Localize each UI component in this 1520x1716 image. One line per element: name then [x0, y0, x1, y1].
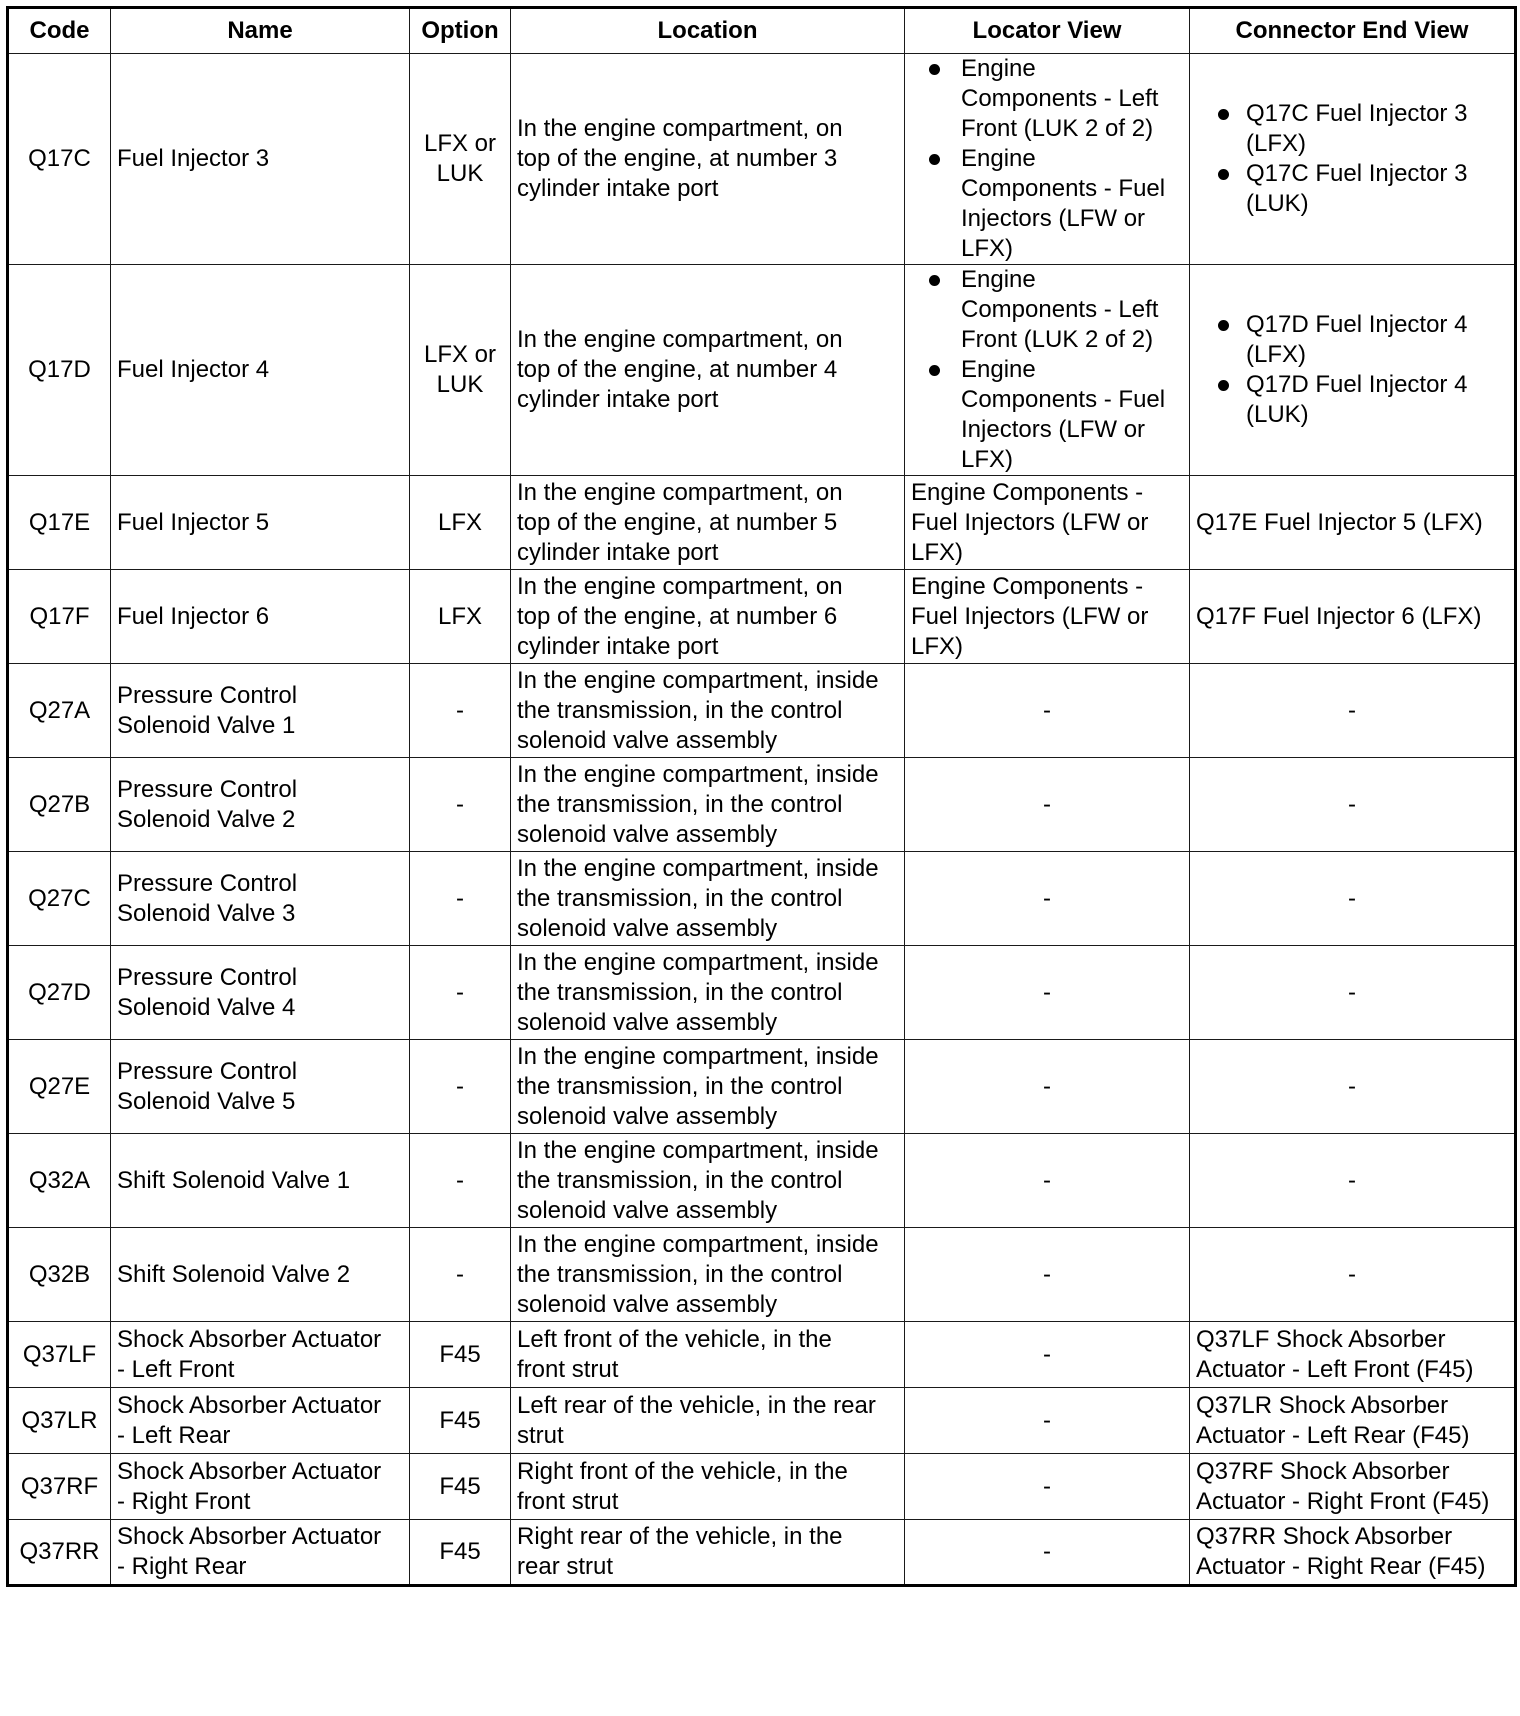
cell-line: -: [1043, 1406, 1051, 1434]
bullet-line: Components - Left: [961, 85, 1159, 112]
cell-option: [410, 1520, 511, 1586]
cell-line: Pressure Control: [117, 869, 298, 897]
cell-connector-end-view: [1190, 1454, 1516, 1520]
table-row: [8, 852, 1516, 946]
cell-line: front strut: [517, 1487, 619, 1515]
cell-line: solenoid valve assembly: [517, 820, 778, 848]
cell-code: Q17C: [8, 54, 111, 265]
bullet-line: Engine: [961, 55, 1036, 82]
cell-line: -: [456, 1072, 464, 1100]
cell-connector-end-view: [1190, 758, 1516, 852]
cell-line: F45: [439, 1406, 481, 1434]
cell-name: [111, 1322, 410, 1388]
cell-locator-view: [905, 265, 1190, 476]
cell-option: [410, 570, 511, 664]
cell-option: [410, 1388, 511, 1454]
cell-line: - Left Rear: [117, 1421, 231, 1449]
cell-line: Pressure Control: [117, 1057, 298, 1085]
cell-locator-view: [905, 1228, 1190, 1322]
cell-line: LUK: [436, 371, 484, 398]
cell-option: [410, 852, 511, 946]
cell-line: Q37RF Shock Absorber: [1196, 1457, 1450, 1485]
bullet-item: [1196, 159, 1508, 219]
cell-line: -: [456, 696, 464, 724]
cell-locator-view: [905, 570, 1190, 664]
cell-line: In the engine compartment, inside: [517, 854, 879, 882]
table-row: [8, 1134, 1516, 1228]
bullet-line: LFX): [961, 235, 1014, 262]
cell-line: top of the engine, at number 4: [517, 356, 838, 383]
cell-line: Fuel Injectors (LFW or: [911, 602, 1149, 630]
cell-location: [511, 1228, 905, 1322]
cell-line: solenoid valve assembly: [517, 1008, 778, 1036]
table-row: [8, 946, 1516, 1040]
bullet-line: Q17C Fuel Injector 3: [1246, 160, 1468, 187]
cell-line: -: [456, 1260, 464, 1288]
cell-line: Left rear of the vehicle, in the rear: [517, 1391, 876, 1419]
cell-line: -: [1043, 1340, 1051, 1368]
cell-line: -: [1348, 1166, 1356, 1194]
cell-line: top of the engine, at number 3: [517, 145, 838, 172]
cell-code: Q27D: [8, 946, 111, 1040]
cell-location: [511, 852, 905, 946]
bullet-line: Front (LUK 2 of 2): [961, 326, 1154, 353]
cell-locator-view: [905, 1134, 1190, 1228]
cell-line: In the engine compartment, inside: [517, 1230, 879, 1258]
cell-name: [111, 946, 410, 1040]
bullet-line: Injectors (LFW or: [961, 416, 1146, 443]
header-connector-end-view: Connector End View: [1190, 8, 1516, 54]
cell-line: Pressure Control: [117, 681, 298, 709]
cell-line: Fuel Injector 3: [117, 145, 270, 172]
header-code: Code: [8, 8, 111, 54]
cell-line: -: [1043, 1166, 1051, 1194]
cell-option: [410, 758, 511, 852]
cell-line: Fuel Injector 4: [117, 356, 270, 383]
cell-line: -: [1348, 1260, 1356, 1288]
bullet-line: (LUK): [1246, 401, 1309, 428]
cell-line: Shock Absorber Actuator: [117, 1457, 382, 1485]
cell-line: LUK: [436, 160, 484, 187]
cell-line: Pressure Control: [117, 775, 298, 803]
bullet-line: Front (LUK 2 of 2): [961, 115, 1154, 142]
cell-line: - Left Front: [117, 1355, 235, 1383]
bullet-list: [1196, 310, 1508, 430]
cell-location: [511, 664, 905, 758]
bullet-list: [1196, 99, 1508, 219]
bullet-line: Engine: [961, 356, 1036, 383]
cell-connector-end-view: [1190, 570, 1516, 664]
cell-locator-view: [905, 1454, 1190, 1520]
cell-code: Q27C: [8, 852, 111, 946]
cell-option: [410, 1228, 511, 1322]
cell-line: Fuel Injectors (LFW or: [911, 508, 1149, 536]
cell-line: Solenoid Valve 1: [117, 711, 296, 739]
cell-option: [410, 476, 511, 570]
cell-line: Engine Components -: [911, 478, 1144, 506]
table-row: [8, 1520, 1516, 1586]
cell-location: [511, 1322, 905, 1388]
cell-line: Solenoid Valve 3: [117, 899, 296, 927]
cell-locator-view: [905, 758, 1190, 852]
cell-location: [511, 1134, 905, 1228]
cell-line: strut: [517, 1421, 564, 1449]
cell-line: -: [1043, 790, 1051, 818]
cell-code: Q27B: [8, 758, 111, 852]
cell-line: Left front of the vehicle, in the: [517, 1325, 832, 1353]
cell-line: Q37LR Shock Absorber: [1196, 1391, 1449, 1419]
cell-connector-end-view: [1190, 1388, 1516, 1454]
cell-line: the transmission, in the control: [517, 884, 843, 912]
cell-line: front strut: [517, 1355, 619, 1383]
bullet-item: [1196, 99, 1508, 159]
bullet-line: (LFX): [1246, 341, 1306, 368]
cell-line: In the engine compartment, inside: [517, 666, 879, 694]
cell-code: Q32A: [8, 1134, 111, 1228]
bullet-line: Components - Fuel: [961, 386, 1166, 413]
cell-option: [410, 54, 511, 265]
cell-line: -: [1348, 1072, 1356, 1100]
cell-line: -: [1043, 978, 1051, 1006]
cell-line: cylinder intake port: [517, 175, 719, 202]
cell-line: -: [456, 978, 464, 1006]
cell-line: Pressure Control: [117, 963, 298, 991]
cell-code: Q37RR: [8, 1520, 111, 1586]
bullet-item: [911, 54, 1183, 144]
table-row: [8, 664, 1516, 758]
cell-line: Right rear of the vehicle, in the: [517, 1523, 843, 1550]
bullet-item: [911, 355, 1183, 475]
bullet-line: Engine: [961, 145, 1036, 172]
cell-name: [111, 1520, 410, 1586]
header-locator-view: Locator View: [905, 8, 1190, 54]
cell-line: Shift Solenoid Valve 1: [117, 1166, 351, 1194]
bullet-line: Injectors (LFW or: [961, 205, 1146, 232]
cell-connector-end-view: [1190, 54, 1516, 265]
table-row: [8, 476, 1516, 570]
cell-line: Actuator - Left Rear (F45): [1196, 1421, 1470, 1449]
cell-line: In the engine compartment, on: [517, 115, 843, 142]
cell-line: - Right Rear: [117, 1553, 247, 1580]
cell-line: F45: [439, 1340, 481, 1368]
cell-line: Fuel Injector 6: [117, 602, 270, 630]
cell-location: [511, 1454, 905, 1520]
cell-name: [111, 570, 410, 664]
table-row: [8, 1040, 1516, 1134]
cell-locator-view: [905, 1388, 1190, 1454]
cell-connector-end-view: [1190, 265, 1516, 476]
bullet-list: [911, 265, 1183, 475]
cell-connector-end-view: [1190, 1322, 1516, 1388]
bullet-line: Engine: [961, 266, 1036, 293]
cell-line: LFX or: [423, 341, 497, 368]
component-locator-table-container: [6, 6, 1514, 1587]
cell-location: [511, 265, 905, 476]
cell-line: the transmission, in the control: [517, 1260, 843, 1288]
cell-line: -: [1348, 884, 1356, 912]
bullet-item: [911, 265, 1183, 355]
cell-line: Solenoid Valve 5: [117, 1087, 296, 1115]
table-row: [8, 1388, 1516, 1454]
cell-line: -: [1043, 1472, 1051, 1500]
cell-line: In the engine compartment, on: [517, 326, 843, 353]
bullet-line: (LFX): [1246, 130, 1306, 157]
cell-line: In the engine compartment, inside: [517, 1136, 879, 1164]
cell-connector-end-view: [1190, 1520, 1516, 1586]
cell-line: -: [1348, 978, 1356, 1006]
bullet-line: Components - Left: [961, 296, 1159, 323]
cell-line: -: [1043, 884, 1051, 912]
cell-locator-view: [905, 664, 1190, 758]
cell-line: cylinder intake port: [517, 538, 719, 566]
cell-location: [511, 476, 905, 570]
cell-location: [511, 570, 905, 664]
cell-locator-view: [905, 1040, 1190, 1134]
cell-line: LFX: [437, 602, 482, 630]
cell-line: Solenoid Valve 4: [117, 993, 296, 1021]
table-row: [8, 54, 1516, 265]
cell-line: the transmission, in the control: [517, 978, 843, 1006]
header-location: Location: [511, 8, 905, 54]
cell-location: [511, 946, 905, 1040]
table-body: [8, 54, 1516, 1586]
cell-line: -: [456, 884, 464, 912]
cell-line: Shock Absorber Actuator: [117, 1325, 382, 1353]
cell-locator-view: [905, 54, 1190, 265]
cell-line: Actuator - Left Front (F45): [1196, 1355, 1474, 1383]
bullet-line: (LUK): [1246, 190, 1309, 217]
bullet-item: [1196, 310, 1508, 370]
cell-code: Q37LF: [8, 1322, 111, 1388]
cell-location: [511, 1040, 905, 1134]
cell-line: Q37RR Shock Absorber: [1196, 1523, 1453, 1550]
bullet-line: Components - Fuel: [961, 175, 1166, 202]
cell-name: [111, 54, 410, 265]
table-row: [8, 758, 1516, 852]
cell-name: [111, 1388, 410, 1454]
bullet-line: Q17C Fuel Injector 3: [1246, 100, 1468, 127]
cell-line: rear strut: [517, 1553, 614, 1580]
cell-name: [111, 852, 410, 946]
cell-line: solenoid valve assembly: [517, 726, 778, 754]
cell-line: Shock Absorber Actuator: [117, 1391, 382, 1419]
bullet-line: Q17D Fuel Injector 4: [1246, 371, 1468, 398]
cell-line: the transmission, in the control: [517, 790, 843, 818]
cell-line: Solenoid Valve 2: [117, 805, 296, 833]
cell-line: In the engine compartment, inside: [517, 760, 879, 788]
cell-line: -: [1043, 1072, 1051, 1100]
cell-line: top of the engine, at number 6: [517, 602, 838, 630]
cell-line: F45: [439, 1538, 481, 1565]
cell-location: [511, 1520, 905, 1586]
cell-line: solenoid valve assembly: [517, 1290, 778, 1318]
cell-line: Q17F Fuel Injector 6 (LFX): [1196, 602, 1482, 630]
cell-line: In the engine compartment, on: [517, 478, 843, 506]
cell-line: the transmission, in the control: [517, 1166, 843, 1194]
cell-connector-end-view: [1190, 946, 1516, 1040]
cell-connector-end-view: [1190, 1040, 1516, 1134]
cell-line: cylinder intake port: [517, 386, 719, 413]
bullet-list: [911, 54, 1183, 264]
cell-code: Q17F: [8, 570, 111, 664]
cell-line: solenoid valve assembly: [517, 1102, 778, 1130]
cell-connector-end-view: [1190, 476, 1516, 570]
cell-line: LFX): [911, 538, 964, 566]
table-row: [8, 570, 1516, 664]
cell-line: Actuator - Right Front (F45): [1196, 1487, 1490, 1515]
cell-code: Q37RF: [8, 1454, 111, 1520]
cell-location: [511, 1388, 905, 1454]
cell-line: top of the engine, at number 5: [517, 508, 838, 536]
cell-location: [511, 758, 905, 852]
table-row: [8, 265, 1516, 476]
table-row: [8, 1322, 1516, 1388]
cell-connector-end-view: [1190, 1134, 1516, 1228]
cell-option: [410, 1040, 511, 1134]
bullet-item: [911, 144, 1183, 264]
cell-code: Q17E: [8, 476, 111, 570]
cell-line: LFX): [911, 632, 964, 660]
cell-locator-view: [905, 476, 1190, 570]
cell-line: the transmission, in the control: [517, 1072, 843, 1100]
cell-connector-end-view: [1190, 664, 1516, 758]
cell-name: [111, 476, 410, 570]
cell-line: -: [1348, 790, 1356, 818]
cell-line: -: [1043, 1260, 1051, 1288]
cell-line: Engine Components -: [911, 572, 1144, 600]
cell-line: LFX: [437, 508, 482, 536]
cell-line: Fuel Injector 5: [117, 508, 270, 536]
cell-option: [410, 1322, 511, 1388]
cell-option: [410, 946, 511, 1040]
cell-option: [410, 265, 511, 476]
cell-option: [410, 1454, 511, 1520]
cell-line: Right front of the vehicle, in the: [517, 1457, 848, 1485]
cell-name: [111, 1454, 410, 1520]
cell-line: In the engine compartment, on: [517, 572, 843, 600]
cell-connector-end-view: [1190, 852, 1516, 946]
cell-line: In the engine compartment, inside: [517, 1042, 879, 1070]
cell-code: Q27E: [8, 1040, 111, 1134]
cell-line: -: [1043, 1538, 1051, 1565]
cell-line: Q37LF Shock Absorber: [1196, 1325, 1446, 1353]
cell-line: Shift Solenoid Valve 2: [117, 1260, 351, 1288]
table-row: [8, 1228, 1516, 1322]
cell-code: Q27A: [8, 664, 111, 758]
header-row: [8, 8, 1516, 54]
cell-option: [410, 1134, 511, 1228]
cell-code: Q37LR: [8, 1388, 111, 1454]
bullet-line: LFX): [961, 446, 1014, 473]
cell-line: In the engine compartment, inside: [517, 948, 879, 976]
cell-line: cylinder intake port: [517, 632, 719, 660]
cell-code: Q32B: [8, 1228, 111, 1322]
cell-name: [111, 265, 410, 476]
cell-code: Q17D: [8, 265, 111, 476]
cell-line: solenoid valve assembly: [517, 914, 778, 942]
cell-name: [111, 1134, 410, 1228]
cell-connector-end-view: [1190, 1228, 1516, 1322]
cell-line: - Right Front: [117, 1487, 251, 1515]
cell-location: [511, 54, 905, 265]
cell-line: the transmission, in the control: [517, 696, 843, 724]
cell-name: [111, 758, 410, 852]
cell-line: -: [1043, 696, 1051, 724]
header-option: Option: [410, 8, 511, 54]
cell-line: solenoid valve assembly: [517, 1196, 778, 1224]
cell-line: Q17E Fuel Injector 5 (LFX): [1196, 508, 1483, 536]
cell-line: F45: [439, 1472, 481, 1500]
cell-name: [111, 1040, 410, 1134]
cell-locator-view: [905, 1322, 1190, 1388]
cell-line: Shock Absorber Actuator: [117, 1523, 382, 1550]
cell-line: LFX or: [423, 130, 497, 157]
cell-line: -: [456, 1166, 464, 1194]
cell-line: -: [1348, 696, 1356, 724]
component-locator-table: [6, 6, 1517, 1587]
cell-locator-view: [905, 1520, 1190, 1586]
cell-locator-view: [905, 852, 1190, 946]
header-name: Name: [111, 8, 410, 54]
bullet-item: [1196, 370, 1508, 430]
table-row: [8, 1454, 1516, 1520]
cell-line: Actuator - Right Rear (F45): [1196, 1553, 1486, 1580]
cell-option: [410, 664, 511, 758]
cell-name: [111, 664, 410, 758]
bullet-line: Q17D Fuel Injector 4: [1246, 311, 1468, 338]
cell-line: -: [456, 790, 464, 818]
cell-locator-view: [905, 946, 1190, 1040]
cell-name: [111, 1228, 410, 1322]
